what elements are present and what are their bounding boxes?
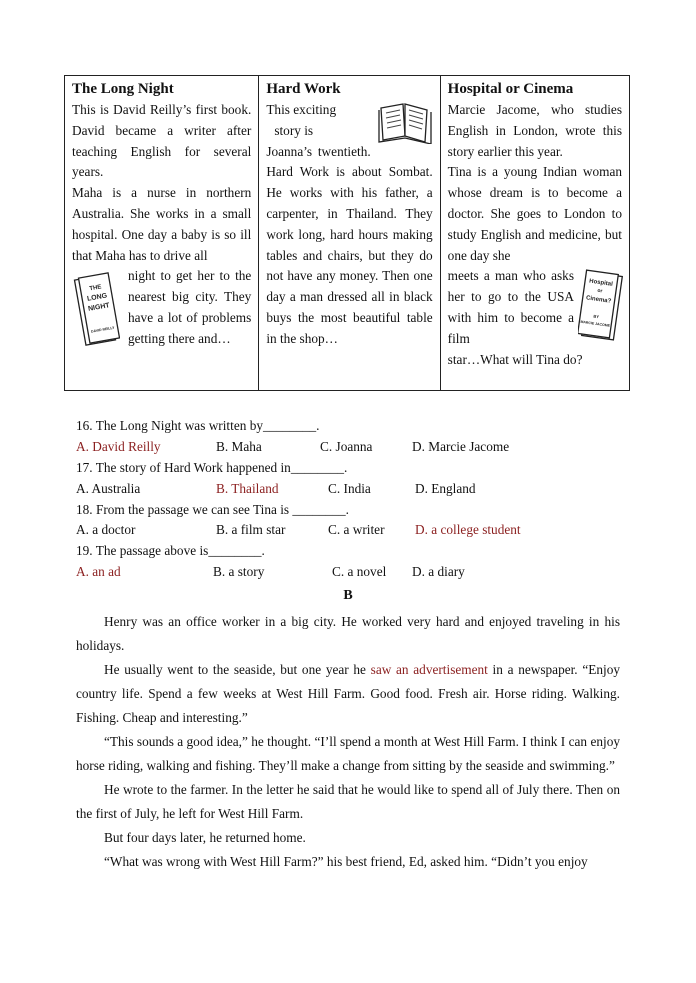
book-intro: Marcie Jacome, who studies English in London, wrote this story earlier this year. bbox=[447, 102, 622, 159]
answer-option[interactable]: D. a diary bbox=[412, 564, 465, 579]
passage-paragraph bbox=[76, 658, 620, 730]
answer-option[interactable]: C. India bbox=[328, 481, 371, 496]
svg-text:BY: BY bbox=[593, 313, 600, 320]
book-summary-part1: Tina is a young Indian woman whose dream is to become a doctor. She goes to London to study English and medicine, but one day she bbox=[447, 164, 622, 263]
book-column-long-night bbox=[65, 76, 258, 390]
question-stem: 16. The Long Night was written by________. bbox=[76, 418, 320, 433]
question-stem: 17. The story of Hard Work happened in________. bbox=[76, 460, 348, 475]
answer-option[interactable]: C. Joanna bbox=[320, 439, 373, 454]
answer-option[interactable]: B. Maha bbox=[216, 439, 262, 454]
answer-option[interactable]: B. a story bbox=[213, 564, 265, 579]
highlighted-phrase: saw an advertisement bbox=[370, 662, 488, 677]
hospital-cinema-cover-icon bbox=[578, 268, 626, 344]
passage-paragraph: “What was wrong with West Hill Farm?” his best friend, Ed, asked him. “Didn’t you enjoy bbox=[104, 854, 588, 869]
question-stem: 18. From the passage we can see Tina is ________. bbox=[76, 502, 349, 517]
passage-paragraph: But four days later, he returned home. bbox=[104, 830, 306, 845]
svg-text:NIGHT: NIGHT bbox=[87, 302, 111, 314]
book-summary-part2: meets a man who asks her to go to the USA with him to become a film bbox=[447, 268, 574, 346]
answer-option[interactable]: A. Australia bbox=[76, 481, 141, 496]
reading-passage bbox=[76, 610, 620, 874]
passage-text: in a newspaper. “Enjoy country life. Spend a few weeks at West Hill Farm. Good food. Fresh air. Horse riding. Walking. Fishing. Cheap and interesting.” bbox=[76, 662, 620, 725]
passage-text: He usually went to the seaside, but one year he bbox=[104, 662, 371, 677]
answer-option[interactable]: D. a college student bbox=[415, 522, 521, 537]
book-title: Hard Work bbox=[266, 81, 341, 97]
answer-option[interactable]: B. Thailand bbox=[216, 481, 279, 496]
answer-option[interactable]: C. a novel bbox=[332, 564, 387, 579]
open-book-icon bbox=[375, 100, 433, 144]
passage-paragraph: He wrote to the farmer. In the letter he said that he would like to spend all of July there. Then on the first of July, he left for West Hill Farm. bbox=[76, 782, 620, 821]
svg-text:DAVID REILLY: DAVID REILLY bbox=[90, 326, 115, 335]
answer-option[interactable]: C. a writer bbox=[328, 522, 385, 537]
answer-option[interactable]: B. a film star bbox=[216, 522, 286, 537]
answer-option[interactable]: A. a doctor bbox=[76, 522, 136, 537]
svg-text:MARCIE JACOME: MARCIE JACOME bbox=[580, 320, 611, 329]
svg-text:Hospital: Hospital bbox=[588, 278, 614, 289]
book-summary-part3: star…What will Tina do? bbox=[447, 351, 583, 367]
book-column-hard-work bbox=[258, 76, 439, 390]
answer-option[interactable]: A. David Reilly bbox=[76, 439, 161, 454]
answer-option[interactable]: D. Marcie Jacome bbox=[412, 439, 510, 454]
passage-paragraph: Henry was an office worker in a big city. He worked very hard and enjoyed traveling in his holidays. bbox=[76, 614, 620, 653]
section-heading: B bbox=[343, 588, 353, 603]
book-title: Hospital or Cinema bbox=[447, 81, 574, 97]
book-intro-line1: This exciting bbox=[266, 102, 337, 117]
answer-option[interactable]: A. an ad bbox=[76, 564, 121, 579]
book-summary-part1: Maha is a nurse in northern Australia. She works in a small hospital. One day a baby is so ill that Maha has to drive all bbox=[72, 185, 252, 263]
answer-option[interactable]: D. England bbox=[415, 481, 476, 496]
open-book-image bbox=[375, 100, 435, 146]
svg-text:or: or bbox=[596, 288, 603, 295]
book-table bbox=[64, 75, 630, 391]
book-title: The Long Night bbox=[72, 81, 174, 97]
book-cover-image bbox=[72, 269, 124, 351]
book-intro: This is David Reilly’s first book. David became a writer after teaching English for several years. bbox=[72, 102, 252, 180]
book-cover-image bbox=[578, 268, 626, 346]
book-summary: Joanna’s twentieth. Hard Work is about Sombat. He works with his father, a carpenter, in Thailand. They work long, hard hours making tables and chairs, but they do not have any money. Then one day a man dressed all in black buys the most beautiful table in the shop… bbox=[266, 143, 433, 346]
svg-text:THE: THE bbox=[89, 284, 102, 293]
long-night-cover-icon bbox=[72, 269, 120, 347]
svg-text:Cinema?: Cinema? bbox=[585, 295, 612, 306]
passage-paragraph: “This sounds a good idea,” he thought. “I’ll spend a month at West Hill Farm. I think I can enjoy horse riding, walking and fishing. They’ll make a change from sitting by the seaside and swimming.” bbox=[76, 734, 620, 773]
question-stem: 19. The passage above is________. bbox=[76, 543, 265, 558]
book-intro-line2: story is bbox=[274, 122, 314, 138]
svg-text:LONG: LONG bbox=[86, 292, 108, 304]
book-summary-part2: night to get her to the nearest big city. They have a lot of problems getting there and… bbox=[128, 268, 252, 346]
book-column-hospital-cinema bbox=[440, 76, 629, 390]
